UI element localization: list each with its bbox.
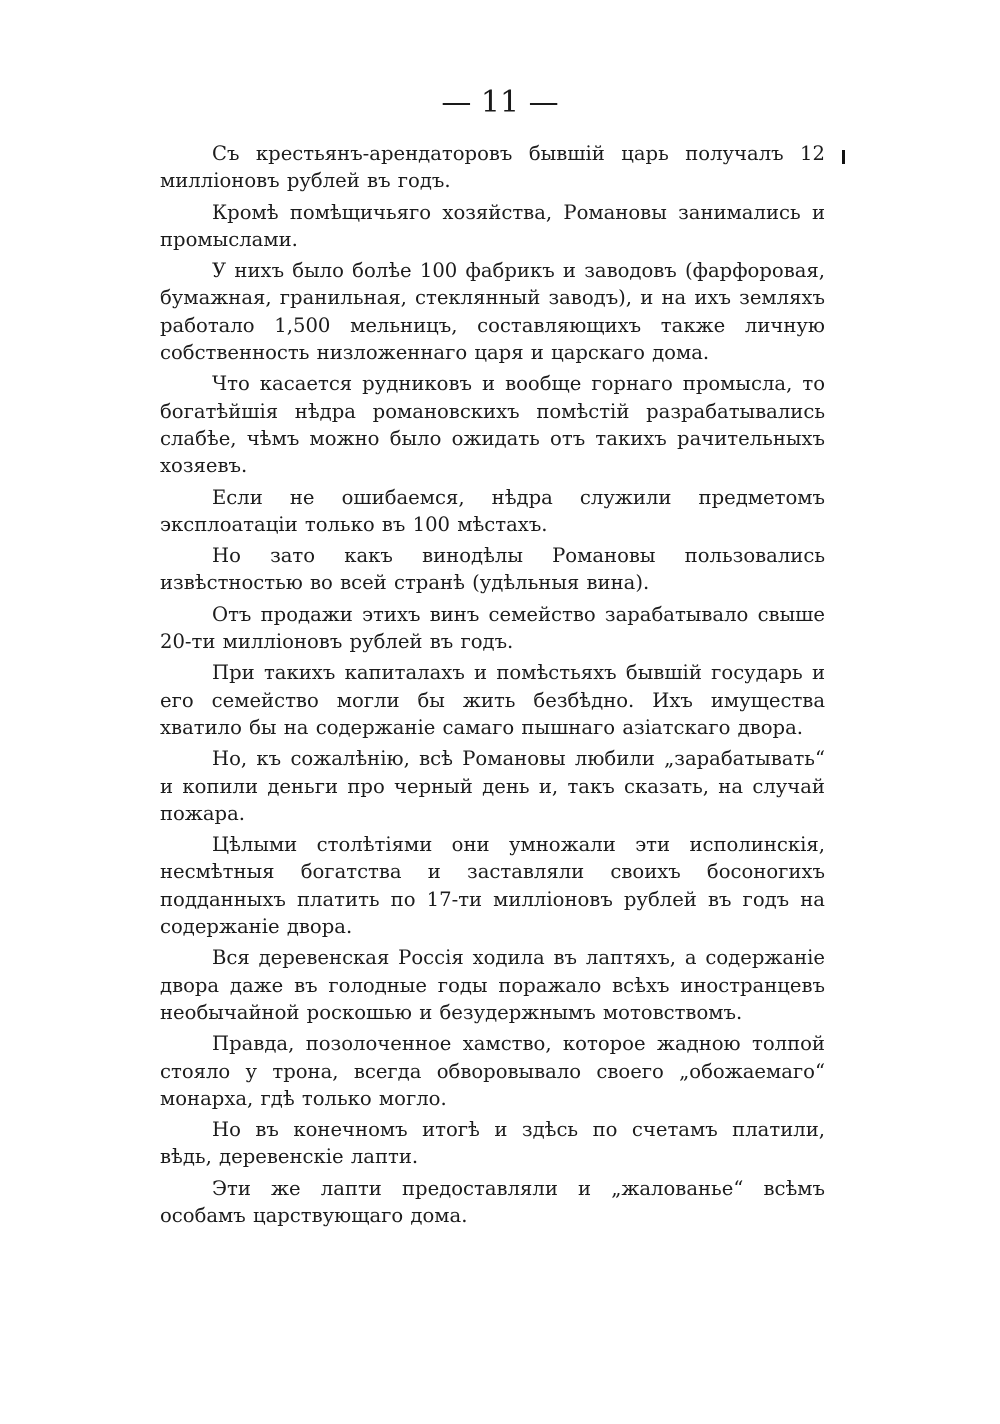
page-number: — 11 — <box>441 85 559 120</box>
paragraph: Цѣлыми столѣтіями они умножали эти исполинскія, несмѣтныя богатства и заставляли своихъ босоногихъ подданныхъ платить по 17-ти милліоновъ рублей въ годъ на содержаніе двора. <box>160 833 825 939</box>
paragraph: Отъ продажи этихъ винъ семейство зарабатывало свыше 20-ти милліоновъ рублей въ годъ. <box>160 602 825 654</box>
body-text <box>160 140 825 1229</box>
paragraph: Но, къ сожалѣнію, всѣ Романовы любили „зарабатывать“ и копили деньги про черный день и, такъ сказать, на случай пожара. <box>160 747 825 825</box>
margin-mark <box>842 150 845 164</box>
paragraph: Эти же лапти предоставляли и „жалованье“ всѣмъ особамъ царствующаго дома. <box>160 1176 825 1227</box>
paragraph: Но зато какъ винодѣлы Романовы пользовались извѣстностью во всей странѣ (удѣльныя вина). <box>160 544 825 595</box>
paragraph: Что касается рудниковъ и вообще горнаго промысла, то богатѣйшія нѣдра романовскихъ помѣстій разрабатывались слабѣе, чѣмъ можно было ожидать отъ такихъ рачительныхъ хозяевъ. <box>160 372 825 478</box>
paragraph: Вся деревенская Россія ходила въ лаптяхъ, а содержаніе двора даже въ голодные годы поражало всѣхъ иностранцевъ необычайной роскошью и безудержнымъ мотовствомъ. <box>160 946 825 1024</box>
paragraph: Но въ конечномъ итогѣ и здѣсь по счетамъ платили, вѣдь, деревенскіе лапти. <box>160 1118 825 1169</box>
paragraph: Кромѣ помѣщичьяго хозяйства, Романовы занимались и промыслами. <box>160 200 825 251</box>
paragraph: Правда, позолоченное хамство, которое жадною толпой стояло у трона, всегда обворовывало своего „обожаемаго“ монарха, гдѣ только могло. <box>160 1032 825 1110</box>
paragraph: При такихъ капиталахъ и помѣстьяхъ бывшій государь и его семейство могли бы жить безбѣдно. Ихъ имущества хватило бы на содержаніе самаго пышнаго азіатскаго двора. <box>160 661 825 739</box>
paragraph: У нихъ было болѣе 100 фабрикъ и заводовъ (фарфоровая, бумажная, гранильная, стеклянный заводъ), и на ихъ земляхъ работало 1,500 мельницъ, составляющихъ также личную собственность низложеннаго царя и царскаго дома. <box>160 259 825 365</box>
paragraph: Съ крестьянъ-арендаторовъ бывшій царь получалъ 12 милліоновъ рублей въ годъ. <box>160 142 825 193</box>
paragraph: Если не ошибаемся, нѣдра служили предметомъ эксплоатаціи только въ 100 мѣстахъ. <box>160 485 825 536</box>
